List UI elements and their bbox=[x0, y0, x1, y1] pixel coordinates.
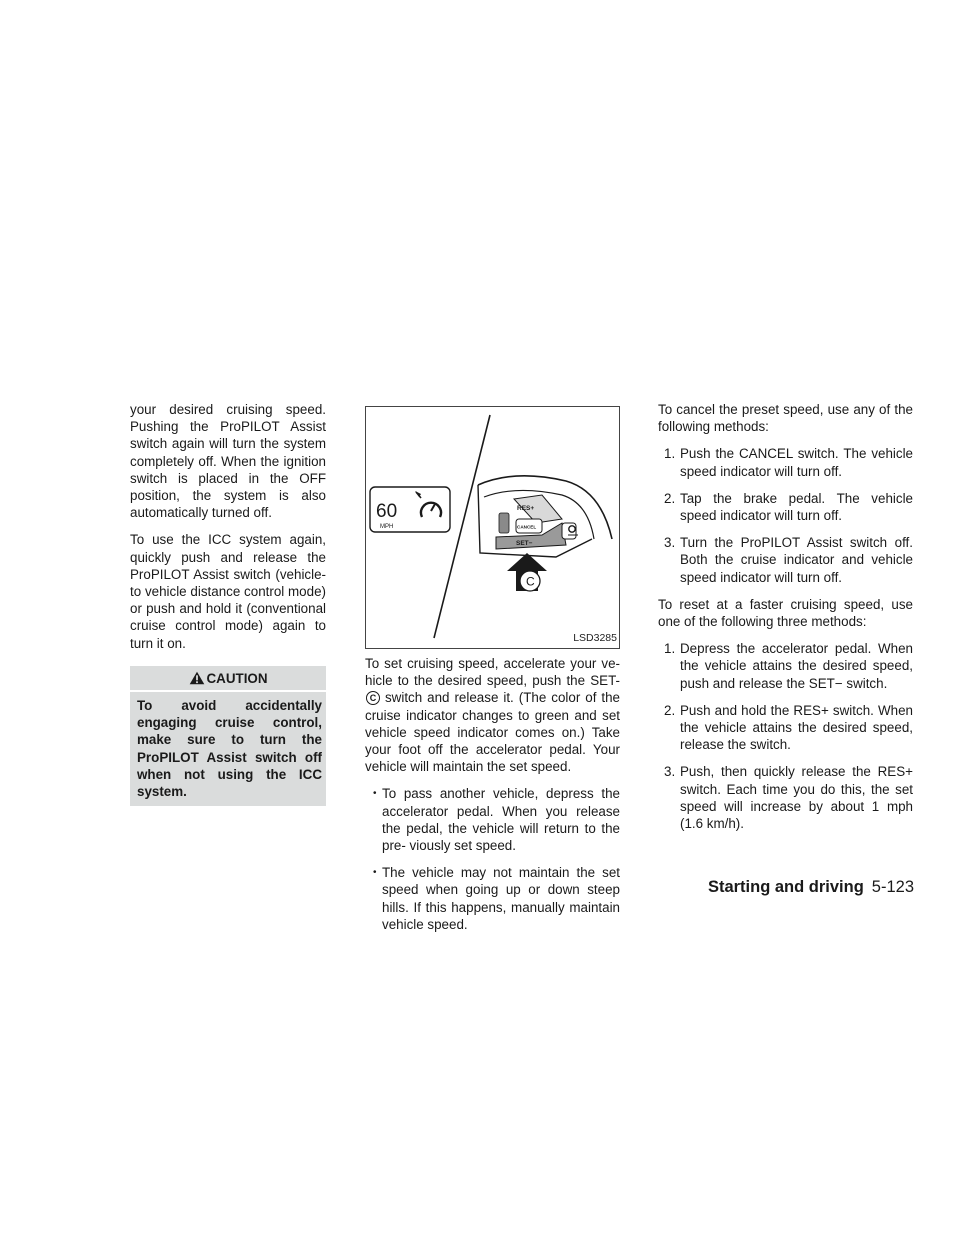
callout-label: C bbox=[526, 574, 535, 589]
res-plus-switch-label: RES+ bbox=[517, 505, 535, 512]
switch-cluster bbox=[496, 495, 578, 549]
caution-box bbox=[130, 666, 326, 806]
speed-unit: MPH bbox=[380, 524, 394, 530]
callout-marker: C bbox=[366, 691, 380, 705]
cancel-steps bbox=[658, 445, 913, 585]
steering-switch-illustration bbox=[366, 407, 619, 648]
list-item: 3. Push, then quickly release the RES+ switch. Each time you do this, the set speed will increase by about 1 mph (1.6 km/h). bbox=[664, 764, 913, 832]
page-footer bbox=[708, 878, 914, 897]
caution-header bbox=[130, 666, 326, 692]
column-left bbox=[130, 401, 326, 806]
set-speed-value: 60 bbox=[376, 501, 398, 522]
caution-text: To avoid accidentally engaging cruise control, make sure to turn the ProPILOT Assist switch off when not using the ICC system. bbox=[137, 698, 322, 800]
paragraph: To reset at a faster cruising speed, use one of the following three methods: bbox=[658, 596, 913, 630]
list-item: • The vehicle may not maintain the set speed when going up or down steep hills. If this happens, manually maintain vehicle speed. bbox=[365, 864, 620, 933]
reset-steps bbox=[658, 640, 913, 832]
list-item: 2. Tap the brake pedal. The vehicle speed indicator will turn off. bbox=[664, 490, 913, 524]
paragraph: To use the ICC system again, quickly push and release the ProPILOT Assist switch (vehicle-to vehicle distance control mode) or push and hold it (conventional cruise control mode) again to turn it on. bbox=[130, 532, 326, 651]
figure-steering-switch bbox=[365, 406, 620, 649]
section-title: Starting and driving bbox=[707, 878, 864, 896]
paragraph: your desired cruising speed. Pushing the ProPILOT Assist switch again will turn the system completely off. When the ignition switch is placed in the OFF position, the system is also automatically turned off. bbox=[130, 402, 326, 521]
figure-code: LSD3285 bbox=[573, 631, 617, 644]
list-item: 1. Push the CANCEL switch. The vehicle speed indicator will turn off. bbox=[664, 446, 913, 479]
page-number: 5-123 bbox=[871, 878, 914, 896]
list-item: 3. Turn the ProPILOT Assist switch off. Both the cruise indicator and vehicle speed indicator will turn off. bbox=[664, 535, 913, 585]
list-item: 2. Push and hold the RES+ switch. When the vehicle attains the desired speed, release the switch. bbox=[664, 702, 913, 753]
warning-icon bbox=[189, 671, 205, 685]
paragraph-text: switch and release it. (The color of the cruise indicator changes to green and set vehicle speed indicator comes on.) Take your foot off the accelerator pedal. Your vehicle will maintain the set speed. bbox=[365, 690, 620, 775]
caution-title: CAUTION bbox=[206, 670, 268, 686]
paragraph: To cancel the preset speed, use any of the following methods: bbox=[658, 402, 913, 435]
column-middle bbox=[365, 406, 620, 943]
speedometer-icon bbox=[415, 491, 441, 517]
list-item: 1. Depress the accelerator pedal. When the vehicle attains the desired speed, push and release the SET− switch. bbox=[664, 641, 913, 691]
list-item: • To pass another vehicle, depress the accelerator pedal. When you release the pedal, the vehicle will return to the pre- viously set speed. bbox=[365, 785, 620, 854]
column-right bbox=[658, 401, 913, 842]
bullet-list bbox=[365, 785, 620, 933]
paragraph bbox=[365, 655, 620, 775]
paragraph-text: To set cruising speed, accelerate your ve- hicle to the desired speed, push the SET- bbox=[365, 656, 620, 689]
cancel-switch-label: CANCEL bbox=[517, 524, 537, 530]
set-minus-switch-label: SET− bbox=[516, 540, 533, 547]
